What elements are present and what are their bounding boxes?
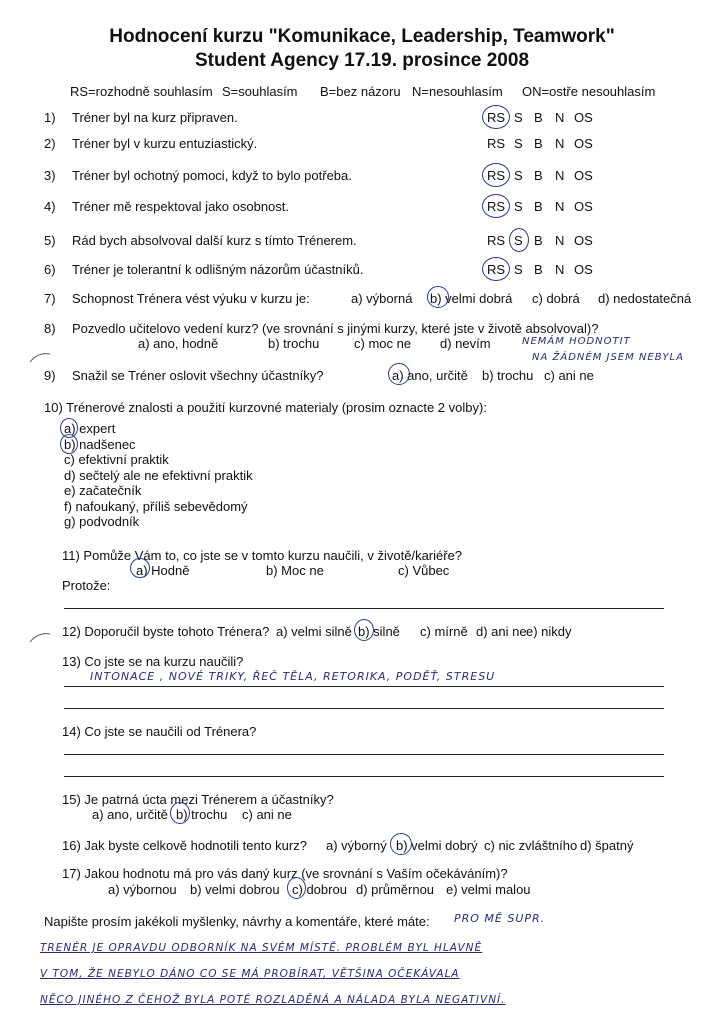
q10-option[interactable]: e) začatečník xyxy=(64,483,142,498)
q7-number: 7) xyxy=(44,291,56,306)
legend-b: B=bez názoru xyxy=(320,84,401,99)
scale-option-rs[interactable]: RS xyxy=(487,136,506,151)
q13-answer-line-1[interactable] xyxy=(64,686,664,687)
comments-inline-note: PRO MĚ SUPR. xyxy=(454,912,546,925)
scale-option-n[interactable]: N xyxy=(555,168,565,183)
punch-hole-mark xyxy=(28,630,52,644)
selection-circle xyxy=(509,228,529,252)
scale-option-rs[interactable]: RS xyxy=(487,233,506,248)
q12-option-b[interactable]: b) silně xyxy=(358,624,400,639)
q17-selection-circle xyxy=(287,877,306,899)
scale-option-os[interactable]: OS xyxy=(574,199,593,214)
q8-option-b[interactable]: b) trochu xyxy=(268,336,320,351)
q9-number: 9) xyxy=(44,368,56,383)
q12-text: 12) Doporučil byste tohoto Trénera? xyxy=(62,624,270,639)
q7-option-d[interactable]: d) nedostatečná xyxy=(598,291,692,306)
scale-option-n[interactable]: N xyxy=(555,110,565,125)
q9-text: Snažil se Tréner oslovit všechny účastníky? xyxy=(72,368,324,383)
comments-line-2: V TOM, ŽE NEBYLO DÁNO CO SE MÁ PROBÍRAT, VĚTŠINA OČEKÁVALA xyxy=(40,968,460,980)
question-text: Tréner byl na kurz připraven. xyxy=(72,110,238,125)
legend-rs: RS=rozhodně souhlasím xyxy=(70,84,213,99)
scale-option-n[interactable]: N xyxy=(555,136,565,151)
q13-answer-line-2[interactable] xyxy=(64,708,664,709)
scale-option-s[interactable]: S xyxy=(514,233,523,248)
scale-option-rs[interactable]: RS xyxy=(487,262,506,277)
q14-answer-line-1[interactable] xyxy=(64,754,664,755)
q7-text: Schopnost Trénera vést výuku v kurzu je: xyxy=(72,291,310,306)
legend-s: S=souhlasím xyxy=(222,84,298,99)
q7-option-b[interactable]: b) velmi dobrá xyxy=(430,291,513,306)
selection-circle xyxy=(482,194,510,218)
scale-option-s[interactable]: S xyxy=(514,168,523,183)
q8-text: Pozvedlo učitelovo vedení kurz? (ve srovnání s jinými kurzy, které jste v životě absolvoval)? xyxy=(72,321,599,336)
q11-option-b[interactable]: b) Moc ne xyxy=(266,563,324,578)
q10-option[interactable]: c) efektivní praktik xyxy=(64,452,169,467)
scale-option-b[interactable]: B xyxy=(534,168,543,183)
comments-line-3: NĚCO JINÉHO Z ČEHOŽ BYLA POTÉ ROZLADĚNÁ A NÁLADA BYLA NEGATIVNÍ. xyxy=(40,994,506,1006)
q7-selection-circle xyxy=(427,286,449,308)
q9-option-b[interactable]: b) trochu xyxy=(482,368,534,383)
q17-option-c[interactable]: c) dobrou xyxy=(292,882,347,897)
scale-option-s[interactable]: S xyxy=(514,136,523,151)
legend-on: ON=ostře nesouhlasím xyxy=(522,84,656,99)
form-subtitle: Student Agency 17.19. prosince 2008 xyxy=(194,50,530,71)
scale-option-s[interactable]: S xyxy=(514,262,523,277)
scale-option-n[interactable]: N xyxy=(555,233,565,248)
q16-option-b[interactable]: b) velmi dobrý xyxy=(396,838,478,853)
scale-option-os[interactable]: OS xyxy=(574,168,593,183)
q8-option-a[interactable]: a) ano, hodně xyxy=(138,336,219,351)
q16-option-c[interactable]: c) nic zvláštního xyxy=(484,838,578,853)
scale-option-b[interactable]: B xyxy=(534,262,543,277)
q17-option-e[interactable]: e) velmi malou xyxy=(446,882,531,897)
legend-n: N=nesouhlasím xyxy=(412,84,503,99)
q12-selection-circle xyxy=(354,619,374,641)
q16-option-a[interactable]: a) výborný xyxy=(326,838,387,853)
q10-selection-circle xyxy=(60,434,78,454)
scale-option-os[interactable]: OS xyxy=(574,262,593,277)
q9-option-a[interactable]: a) ano, určitě xyxy=(392,368,468,383)
q16-option-d[interactable]: d) špatný xyxy=(580,838,634,853)
q17-option-a[interactable]: a) výbornou xyxy=(108,882,177,897)
q11-option-c[interactable]: c) Vůbec xyxy=(398,563,450,578)
q11-option-a[interactable]: a) Hodně xyxy=(136,563,190,578)
q12-option-a[interactable]: a) velmi silně xyxy=(276,624,352,639)
q15-text: 15) Je patrná úcta mezi Trénerem a účastníky? xyxy=(62,792,334,807)
question-number: 3) xyxy=(44,168,56,183)
question-text: Rád bych absolvoval další kurz s tímto Trénerem. xyxy=(72,233,357,248)
question-text: Tréner byl v kurzu entuziastický. xyxy=(72,136,258,151)
q17-option-d[interactable]: d) průměrnou xyxy=(356,882,435,897)
form-title: Hodnocení kurzu "Komunikace, Leadership, Teamwork" xyxy=(109,26,615,47)
selection-circle xyxy=(482,105,510,129)
q9-option-c[interactable]: c) ani ne xyxy=(544,368,594,383)
q10-option[interactable]: f) nafoukaný, příliš sebevědomý xyxy=(64,499,248,514)
comments-line-1: TRENÉR JE OPRAVDU ODBORNÍK NA SVÉM MÍSTĚ. PROBLÉM BYL HLAVNĚ xyxy=(40,942,483,954)
scale-option-os[interactable]: OS xyxy=(574,110,593,125)
scale-option-b[interactable]: B xyxy=(534,136,543,151)
scale-option-n[interactable]: N xyxy=(555,262,565,277)
q8-option-c[interactable]: c) moc ne xyxy=(354,336,412,351)
q12-option-c[interactable]: c) mírně xyxy=(420,624,468,639)
scale-option-os[interactable]: OS xyxy=(574,136,593,151)
question-text: Tréner byl ochotný pomoci, když to bylo potřeba. xyxy=(72,168,352,183)
q8-handwritten-note-1: NEMÁM HODNOTIT xyxy=(522,336,631,347)
q15-option-a[interactable]: a) ano, určitě xyxy=(92,807,168,822)
question-number: 2) xyxy=(44,136,56,151)
q15-option-c[interactable]: c) ani ne xyxy=(242,807,292,822)
q10-option[interactable]: d) sečtelý ale ne efektivní praktik xyxy=(64,468,253,483)
selection-circle xyxy=(482,163,510,187)
punch-hole-mark xyxy=(28,350,52,364)
scale-option-rs[interactable]: RS xyxy=(487,168,506,183)
q11-because-label: Protože: xyxy=(62,578,111,593)
q15-selection-circle xyxy=(170,802,190,824)
q10-text: 10) Trénerové znalosti a použití kurzovné materialy (prosim oznacte 2 volby): xyxy=(44,400,487,415)
scale-option-s[interactable]: S xyxy=(514,110,523,125)
q14-text: 14) Co jste se naučili od Trénera? xyxy=(62,724,257,739)
q10-option[interactable]: b) nadšenec xyxy=(64,437,136,452)
q9-selection-circle xyxy=(388,363,410,385)
q10-option[interactable]: a) expert xyxy=(64,421,116,436)
scale-option-n[interactable]: N xyxy=(555,199,565,214)
q15-option-b[interactable]: b) trochu xyxy=(176,807,228,822)
q11-text: 11) Pomůže Vám to, co jste se v tomto kurzu naučili, v životě/kariéře? xyxy=(62,548,463,563)
selection-circle xyxy=(482,257,510,281)
q8-option-d[interactable]: d) nevím xyxy=(440,336,491,351)
q7-option-a[interactable]: a) výborná xyxy=(351,291,413,306)
q13-handwritten-answer: INTONACE , NOVÉ TRIKY, ŘEČ TĚLA, RETORIKA, PODĚŤ, STRESU xyxy=(90,670,496,683)
scale-option-rs[interactable]: RS xyxy=(487,199,506,214)
q8-handwritten-note-2: NA ŽÁDNÉM JSEM NEBYLA xyxy=(532,352,684,363)
q17-text: 17) Jakou hodnotu má pro vás daný kurz (ve srovnání s Vaším očekáváním)? xyxy=(62,866,508,881)
question-number: 1) xyxy=(44,110,56,125)
q13-text: 13) Co jste se na kurzu naučili? xyxy=(62,654,244,669)
q12-option-e[interactable]: e) nikdy xyxy=(526,624,572,639)
scale-option-b[interactable]: B xyxy=(534,199,543,214)
q14-answer-line-2[interactable] xyxy=(64,776,664,777)
scale-option-b[interactable]: B xyxy=(534,233,543,248)
scale-option-os[interactable]: OS xyxy=(574,233,593,248)
q12-option-d[interactable]: d) ani ne xyxy=(476,624,527,639)
scale-option-s[interactable]: S xyxy=(514,199,523,214)
q7-option-c[interactable]: c) dobrá xyxy=(532,291,580,306)
q16-selection-circle xyxy=(390,833,412,855)
q11-answer-line[interactable] xyxy=(64,608,664,609)
comments-prompt: Napište prosím jakékoli myšlenky, návrhy a komentáře, které máte: xyxy=(44,914,430,929)
scale-option-b[interactable]: B xyxy=(534,110,543,125)
question-number: 4) xyxy=(44,199,56,214)
question-number: 6) xyxy=(44,262,56,277)
scale-option-rs[interactable]: RS xyxy=(487,110,506,125)
q11-selection-circle xyxy=(130,558,150,578)
question-text: Tréner mě respektoval jako osobnost. xyxy=(72,199,290,214)
q8-number: 8) xyxy=(44,321,56,336)
question-text: Tréner je tolerantní k odlišným názorům účastníků. xyxy=(72,262,364,277)
q16-text: 16) Jak byste celkově hodnotili tento kurz? xyxy=(62,838,307,853)
q10-option[interactable]: g) podvodník xyxy=(64,514,140,529)
question-number: 5) xyxy=(44,233,56,248)
q17-option-b[interactable]: b) velmi dobrou xyxy=(190,882,280,897)
